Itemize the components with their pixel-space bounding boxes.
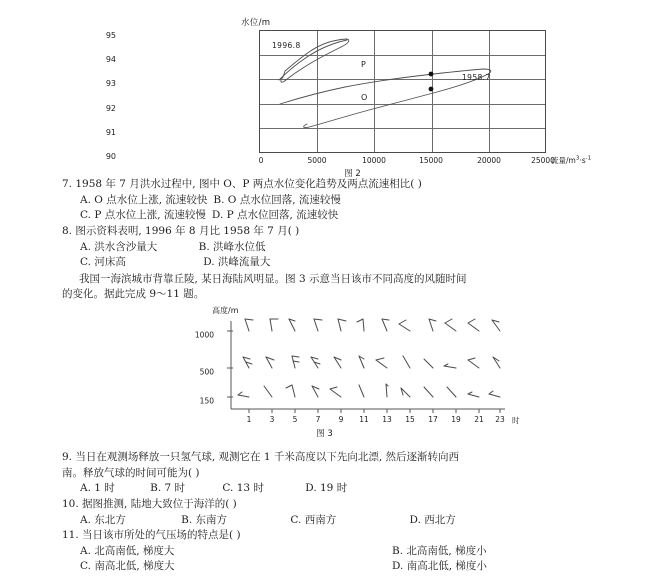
narrative-block [62,271,662,303]
question-9-option-d[interactable]: D. 19 时 [305,482,348,494]
question-8-option-b[interactable]: B. 洪峰水位低 [198,240,266,253]
figure-2-ytick-label: 95 [105,31,116,40]
question-8-options-row-1 [62,240,662,256]
figure-2-x-axis-label [551,155,591,166]
figure-3-ytick-label: 1000 [194,330,214,340]
figure-3-xtick-label: 19 [451,415,461,424]
question-7-option-d[interactable]: D. P 点水位回落, 流速较快 [211,209,339,221]
figure-3 [0,303,667,443]
figure-3-caption [0,427,667,439]
figure-3-xtick-label: 9 [338,415,344,424]
question-9-stem-line-2: 南。释放气球的时间可能为( ) [62,466,200,479]
question-11-option-b[interactable]: B. 北高南低, 梯度小 [392,544,487,557]
figure-2-xtick-label: 25000 [531,156,555,165]
figure-3-caption-text: 图 3 [316,429,333,439]
question-10-option-a[interactable]: A. 东北方 [80,513,126,526]
barbs-level-500 [243,356,500,368]
narrative-line-2: 的变化。据此完成 9～11 题。 [62,288,205,300]
question-8-option-d[interactable]: D. 洪峰流量大 [203,256,271,268]
figure-2-label-1958: 1958.7 [462,73,491,82]
figure-2-point-label-o: O [361,93,368,102]
figure-3-xtick-label: 1 [246,415,252,424]
figure-3-xtick-label: 11 [359,415,369,424]
figure-2-xtick-label: 15000 [419,156,443,165]
question-11-option-d[interactable]: D. 南高北低, 梯度小 [392,560,487,572]
barbs-level-1000 [245,319,500,331]
question-8-options-row-2 [62,255,662,271]
question-9-option-b[interactable]: B. 7 时 [150,482,186,494]
question-7-option-b[interactable]: B. O 点水位回落, 流速较慢 [213,193,341,206]
figure-2-caption-text: 图 2 [344,169,361,179]
question-11-options-row-2 [62,559,662,575]
question-7-options-row-2 [62,208,662,224]
question-11-options-row-1 [62,544,662,560]
figure-2-x-axis-sup-2: -1 [585,155,592,162]
question-9-stem-line-1: 9. 当日在观测场释放一只氢气球, 观测它在 1 千米高度以下先向北漂, 然后逐渐转向西 [62,451,460,463]
figure-3-ytick-label: 500 [199,367,214,377]
point-p [429,72,434,77]
question-7-option-c[interactable]: C. P 点水位上涨, 流速较慢 [80,209,206,221]
question-10-option-b[interactable]: B. 东南方 [181,513,228,526]
figure-2-ytick-label: 92 [105,104,116,113]
point-o [429,87,434,92]
figure-3-xtick-label: 13 [382,415,392,424]
figure-2-x-axis-sup-1: 3 [575,155,580,162]
narrative-line-1: 我国一海滨城市背靠丘陵, 某日海陆风明显。图 3 示意当日该市不同高度的风随时间 [79,273,467,285]
question-11-option-c[interactable]: C. 南高北低, 梯度大 [80,560,175,572]
question-10-options-row [62,513,662,529]
figure-3-xtick-label: 21 [474,415,484,424]
figure-2-x-axis-label-mid: ·s [579,156,586,165]
question-8 [62,224,662,271]
question-7 [62,177,662,224]
figure-2-ytick-label: 93 [105,79,116,88]
question-11 [62,528,662,575]
figure-3-x-axis-unit: 时 [512,416,520,425]
figure-3-xtick-label: 15 [405,415,415,424]
curve-1958 [280,69,491,127]
barbs-level-150 [238,384,500,397]
question-7-options-row-1 [62,193,662,209]
question-10-option-d[interactable]: D. 西北方 [409,513,456,526]
figure-3-xtick-label: 7 [315,415,321,424]
figure-2 [0,0,667,179]
question-9-option-a[interactable]: A. 1 时 [80,482,115,494]
figure-3-y-axis-label: 高度/m [212,306,239,315]
figure-2-point-label-p: P [361,60,366,69]
question-9 [62,450,662,497]
figure-2-xtick-label: 10000 [362,156,386,165]
question-9-options-row [62,481,662,497]
question-10 [62,497,662,528]
figure-2-ytick-label: 90 [105,152,116,161]
question-8-stem: 8. 图示资料表明, 1996 年 8 月比 1958 年 7 月( ) [62,225,300,237]
figure-2-label-1996: 1996.8 [272,41,301,50]
figure-3-xtick-label: 17 [428,415,438,424]
question-11-option-a[interactable]: A. 北高南低, 梯度大 [80,544,175,557]
figure-2-xtick-label: 20000 [477,156,501,165]
question-7-option-a[interactable]: A. O 点水位上涨, 流速较快 [80,193,208,206]
figure-3-xtick-label: 5 [292,415,298,424]
figure-2-xtick-label: 5000 [307,156,327,165]
figure-3-plot-area [200,317,520,427]
question-8-option-c[interactable]: C. 河床高 [80,256,126,268]
figure-2-ytick-label: 91 [105,128,116,137]
figure-2-x-axis-label-text: 流量/m [551,156,576,165]
figure-2-y-axis-label: 水位/m [241,18,271,28]
figure-2-xtick-label: 0 [258,156,264,165]
figure-3-ytick-label: 150 [199,396,214,406]
question-8-option-a[interactable]: A. 洪水含沙量大 [80,240,158,253]
question-10-option-c[interactable]: C. 西南方 [290,513,337,526]
figure-2-curves [259,30,546,153]
question-10-stem: 10. 据图推测, 陆地大致位于海洋的( ) [62,498,237,510]
question-11-stem: 11. 当日该市所处的气压场的特点是( ) [62,529,241,541]
question-9-option-c[interactable]: C. 13 时 [222,482,264,494]
question-7-stem: 7. 1958 年 7 月洪水过程中, 图中 O、P 两点水位变化趋势及两点流速相比( ) [62,178,422,190]
figure-3-xtick-label: 3 [269,415,275,424]
figure-3-xtick-label: 23 [495,415,505,424]
figure-2-ytick-label: 94 [105,55,116,64]
